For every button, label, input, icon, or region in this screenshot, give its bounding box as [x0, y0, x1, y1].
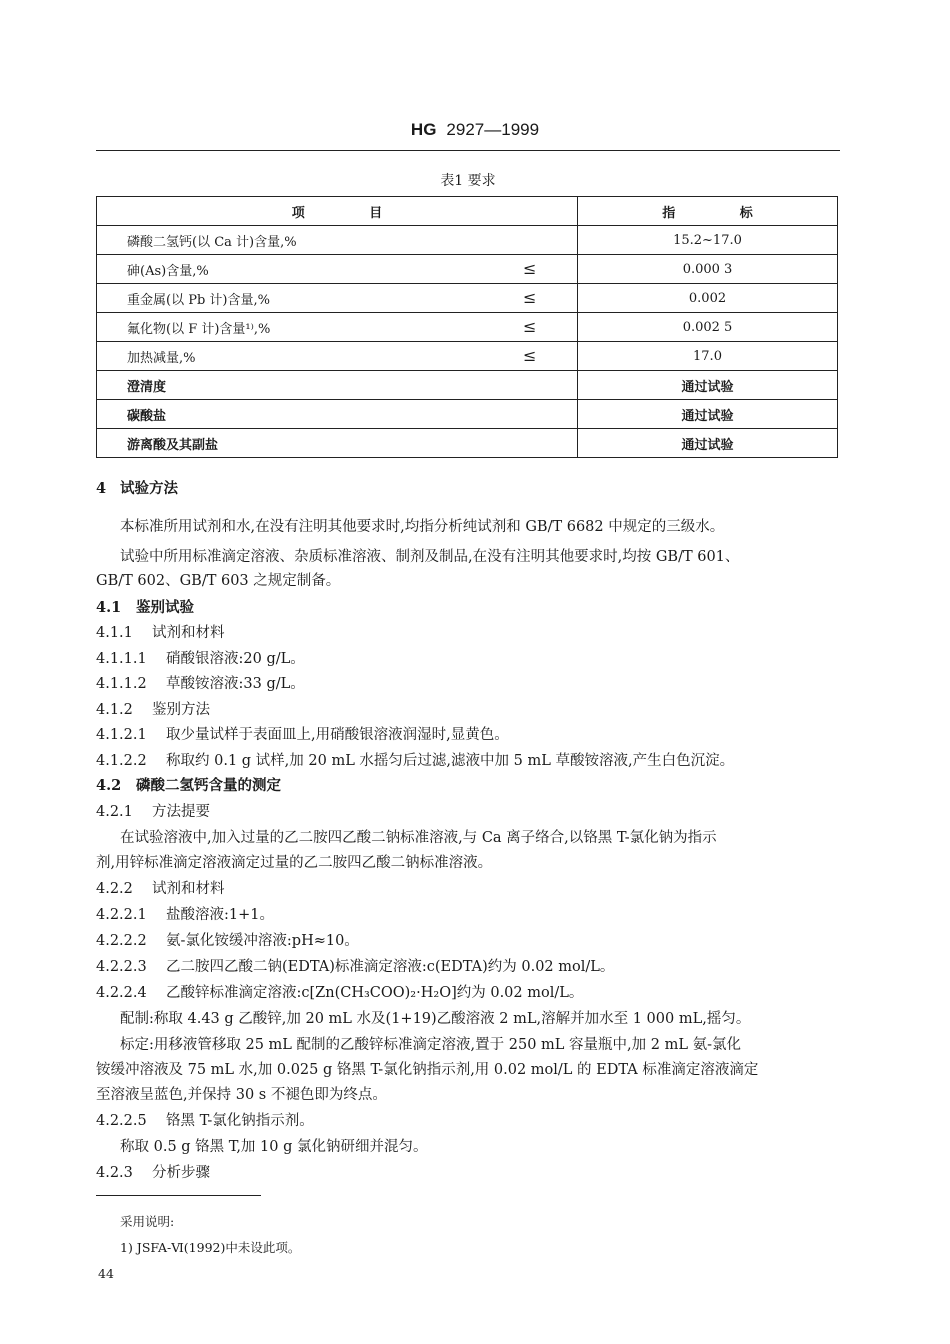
- page-number: 44: [98, 1266, 114, 1281]
- subsection-item: 4.1.1.1 硝酸银溶液:20 g/L。: [96, 651, 305, 667]
- row-item-text: 砷(As)含量,%: [127, 263, 209, 279]
- paragraph: 剂,用锌标准滴定溶液滴定过量的乙二胺四乙酸二钠标准溶液。: [96, 855, 493, 871]
- table-row: [97, 255, 838, 284]
- standard-code: HG: [410, 120, 437, 139]
- subsection-item: 4.1.2.2 称取约 0.1 g 试样,加 20 mL 水摇匀后过滤,滤液中加 5 mL 草酸铵溶液,产生白色沉淀。: [96, 753, 735, 769]
- standard-number: 2927—1999: [446, 120, 540, 139]
- row-item: [97, 226, 578, 255]
- row-item-text: 游离酸及其副盐: [127, 437, 219, 453]
- le-symbol: ≤: [523, 317, 537, 336]
- subsection-item: 4.2.2.5 铬黑 T-氯化钠指示剂。: [96, 1113, 314, 1129]
- row-value: 15.2~17.0: [578, 226, 838, 255]
- row-item: [97, 429, 578, 458]
- col-header-item: 项 目: [97, 197, 578, 226]
- row-value: 0.002 5: [578, 313, 838, 342]
- subsection-heading: 4.1.2 鉴别方法: [96, 702, 210, 718]
- paragraph: 本标准所用试剂和水,在没有注明其他要求时,均指分析纯试剂和 GB/T 6682 中规定的三级水。: [120, 519, 725, 535]
- row-item-text: 氟化物(以 F 计)含量¹⁾,%: [127, 321, 271, 337]
- subsection-item: 4.1.2.1 取少量试样于表面皿上,用硝酸银溶液润湿时,显黄色。: [96, 727, 509, 743]
- doc-header: [0, 120, 950, 140]
- paragraph: 标定:用移液管移取 25 mL 配制的乙酸锌标准滴定溶液,置于 250 mL 容量瓶中,加 2 mL 氨-氯化: [120, 1037, 741, 1053]
- row-item-text: 碳酸盐: [127, 408, 167, 424]
- row-value: 0.000 3: [578, 255, 838, 284]
- paragraph: 试验中所用标准滴定溶液、杂质标准溶液、制剂及制品,在没有注明其他要求时,均按 GB/T 601、: [120, 549, 740, 565]
- row-item: [97, 313, 578, 342]
- subsection-heading: 4.2.3 分析步骤: [96, 1165, 210, 1181]
- table-row: [97, 371, 838, 400]
- subsection-item: 4.2.2.2 氨-氯化铵缓冲溶液:pH≈10。: [96, 933, 359, 949]
- row-item-text: 澄清度: [127, 379, 167, 395]
- subsection-item: 4.2.2.3 乙二胺四乙酸二钠(EDTA)标准滴定溶液:c(EDTA)约为 0.02 mol/L。: [96, 959, 615, 975]
- section-4-heading: 4 试验方法: [96, 480, 178, 497]
- row-item: [97, 255, 578, 284]
- subsection-item: 4.2.2.4 乙酸锌标准滴定溶液:c[Zn(CH₃COO)₂·H₂O]约为 0.02 mol/L。: [96, 985, 584, 1001]
- row-value: 通过试验: [578, 400, 838, 429]
- footnote-text: 1) JSFA-Ⅵ(1992)中未设此项。: [120, 1240, 301, 1255]
- section-4-2-heading: 4.2 磷酸二氢钙含量的测定: [96, 777, 281, 794]
- subsection-heading: 4.1.1 试剂和材料: [96, 625, 225, 641]
- subsection-heading: 4.2.2 试剂和材料: [96, 881, 225, 897]
- row-item: [97, 400, 578, 429]
- paragraph: 在试验溶液中,加入过量的乙二胺四乙酸二钠标准溶液,与 Ca 离子络合,以铬黑 T-氯化钠为指示: [120, 830, 717, 846]
- paragraph: 称取 0.5 g 铬黑 T,加 10 g 氯化钠研细并混匀。: [120, 1139, 428, 1155]
- footnote-label: 采用说明:: [120, 1214, 175, 1229]
- table-row: [97, 429, 838, 458]
- table-row: [97, 284, 838, 313]
- table-row: [97, 400, 838, 429]
- subsection-item: 4.1.1.2 草酸铵溶液:33 g/L。: [96, 676, 305, 692]
- paragraph: 配制:称取 4.43 g 乙酸锌,加 20 mL 水及(1+19)乙酸溶液 2 mL,溶解并加水至 1 000 mL,摇匀。: [120, 1011, 751, 1027]
- subsection-heading: 4.2.1 方法提要: [96, 804, 210, 820]
- col-header-value: 指 标: [578, 197, 838, 226]
- section-4-1-heading: 4.1 鉴别试验: [96, 599, 194, 616]
- table-caption: 表1 要求: [440, 173, 496, 189]
- row-item: [97, 342, 578, 371]
- paragraph: 铵缓冲溶液及 75 mL 水,加 0.025 g 铬黑 T-氯化钠指示剂,用 0.02 mol/L 的 EDTA 标准滴定溶液滴定: [96, 1062, 759, 1078]
- le-symbol: ≤: [523, 259, 537, 278]
- row-item-text: 加热减量,%: [127, 350, 196, 366]
- table-row: [97, 226, 838, 255]
- le-symbol: ≤: [523, 346, 537, 365]
- paragraph: GB/T 602、GB/T 603 之规定制备。: [96, 573, 341, 589]
- row-item-text: 重金属(以 Pb 计)含量,%: [127, 292, 270, 308]
- paragraph: 至溶液呈蓝色,并保持 30 s 不褪色即为终点。: [96, 1087, 387, 1103]
- row-value: 17.0: [578, 342, 838, 371]
- le-symbol: ≤: [523, 288, 537, 307]
- row-item: [97, 284, 578, 313]
- footnote-rule: [96, 1195, 261, 1196]
- row-value: 0.002: [578, 284, 838, 313]
- row-item-text: 磷酸二氢钙(以 Ca 计)含量,%: [127, 234, 297, 250]
- row-item: [97, 371, 578, 400]
- row-value: 通过试验: [578, 429, 838, 458]
- table-header-row: [97, 197, 838, 226]
- requirements-table: [96, 196, 838, 458]
- table-row: [97, 342, 838, 371]
- header-rule: [96, 150, 840, 151]
- row-value: 通过试验: [578, 371, 838, 400]
- table-row: [97, 313, 838, 342]
- subsection-item: 4.2.2.1 盐酸溶液:1+1。: [96, 907, 274, 923]
